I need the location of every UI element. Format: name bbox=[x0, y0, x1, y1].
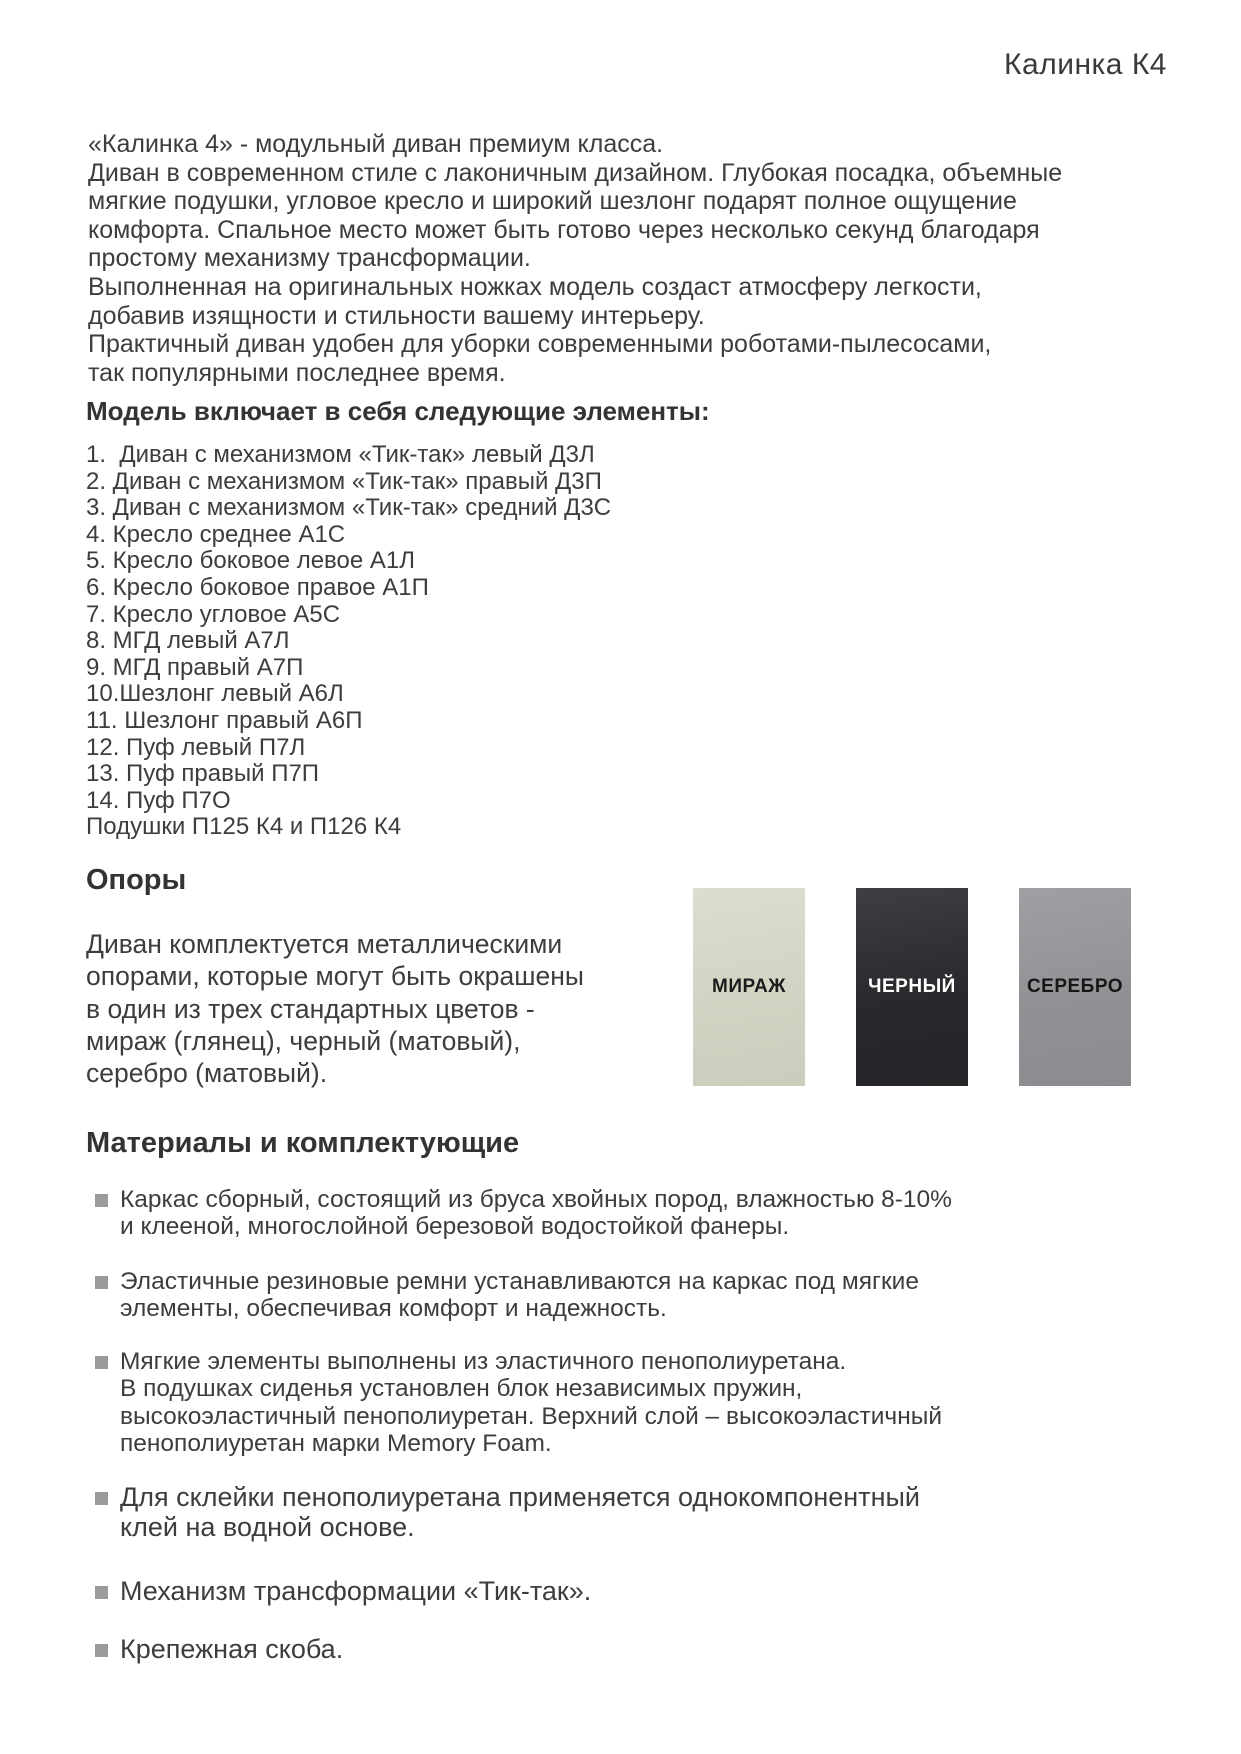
materials-bullet-item bbox=[86, 1577, 591, 1607]
bullet-line: В подушках сиденья установлен блок независимых пружин, bbox=[120, 1375, 803, 1403]
bullet-line: клей на водной основе. bbox=[120, 1511, 415, 1542]
intro-line: Практичный диван удобен для уборки современными роботами-пылесосами, bbox=[88, 330, 992, 359]
intro-line: мягкие подушки, угловое кресло и широкий шезлонг подарят полное ощущение bbox=[88, 187, 1017, 216]
model-list-item: 6. Кресло боковое правое А1П bbox=[86, 573, 429, 601]
intro-line: Диван в современном стиле с лаконичным дизайном. Глубокая посадка, объемные bbox=[88, 158, 1063, 187]
bullet-line: пенополиуретан марки Memory Foam. bbox=[120, 1430, 552, 1458]
bullet-line: Для склейки пенополиуретана применяется однокомпонентный bbox=[120, 1482, 920, 1512]
bullet-square-icon bbox=[95, 1276, 108, 1289]
bullet-line: Мягкие элементы выполнены из эластичного пенополиуретана. bbox=[120, 1348, 847, 1375]
materials-bullet-item bbox=[86, 1186, 952, 1241]
bullet-square-icon bbox=[95, 1586, 108, 1599]
support-color-swatches bbox=[693, 888, 1131, 1086]
supports-line: серебро (матовый). bbox=[86, 1058, 328, 1089]
supports-line: мираж (глянец), черный (матовый), bbox=[86, 1025, 521, 1056]
model-list-item: 11. Шезлонг правый А6П bbox=[86, 706, 363, 734]
bullet-line: высокоэластичный пенополиуретан. Верхний слой – высокоэластичный bbox=[120, 1402, 943, 1430]
model-list-item: 7. Кресло угловое А5С bbox=[86, 600, 341, 628]
intro-line: «Калинка 4» - модульный диван премиум класса. bbox=[88, 130, 664, 158]
model-list-item: 12. Пуф левый П7Л bbox=[86, 733, 306, 761]
materials-section-heading: Материалы и комплектующие bbox=[86, 1127, 520, 1159]
model-list-item: 3. Диван с механизмом «Тик-так» средний Д3С bbox=[86, 494, 612, 522]
intro-line: Выполненная на оригинальных ножках модель создаст атмосферу легкости, bbox=[88, 272, 982, 301]
color-swatch-cherny bbox=[856, 888, 968, 1086]
model-list-item: Подушки П125 К4 и П126 К4 bbox=[86, 813, 402, 841]
bullet-line: Каркас сборный, состоящий из бруса хвойных пород, влажностью 8-10% bbox=[120, 1186, 952, 1213]
bullet-square-icon bbox=[95, 1194, 108, 1207]
swatch-label: ЧЕРНЫЙ bbox=[868, 976, 956, 997]
supports-paragraph bbox=[86, 928, 584, 1089]
model-list-item: 4. Кресло среднее А1С bbox=[86, 520, 346, 548]
color-swatch-serebro bbox=[1019, 888, 1131, 1086]
bullet-line: Крепежная скоба. bbox=[120, 1634, 344, 1664]
supports-line: опорами, которые могут быть окрашены bbox=[86, 961, 584, 992]
model-list-item: 10.Шезлонг левый А6Л bbox=[86, 680, 344, 708]
model-list-item: 5. Кресло боковое левое А1Л bbox=[86, 547, 416, 575]
model-list-item: 1. Диван с механизмом «Тик-так» левый Д3Л bbox=[86, 441, 595, 468]
materials-bullet-item bbox=[86, 1348, 942, 1458]
supports-line: в один из трех стандартных цветов - bbox=[86, 993, 535, 1024]
model-list-item: 8. МГД левый А7Л bbox=[86, 627, 290, 655]
bullet-line: Механизм трансформации «Тик-так». bbox=[120, 1576, 592, 1606]
bullet-line: Эластичные резиновые ремни устанавливаются на каркас под мягкие bbox=[120, 1268, 919, 1295]
supports-section-heading: Опоры bbox=[86, 864, 187, 896]
model-list-item: 14. Пуф П7О bbox=[86, 786, 231, 814]
intro-paragraph bbox=[88, 130, 1062, 387]
intro-line: простому механизму трансформации. bbox=[88, 244, 531, 273]
model-list-item: 13. Пуф правый П7П bbox=[86, 760, 320, 788]
supports-line: Диван комплектуется металлическими bbox=[86, 929, 563, 959]
materials-bullet-item bbox=[86, 1483, 920, 1542]
model-section-heading: Модель включает в себя следующие элементы: bbox=[86, 396, 710, 426]
bullet-line: элементы, обеспечивая комфорт и надежность. bbox=[120, 1295, 667, 1323]
materials-bullet-item bbox=[86, 1635, 343, 1665]
model-list-item: 2. Диван с механизмом «Тик-так» правый Д3П bbox=[86, 467, 602, 495]
intro-line: комфорта. Спальное место может быть готово через несколько секунд благодаря bbox=[88, 215, 1040, 244]
model-elements-list bbox=[86, 442, 611, 841]
intro-line: добавив изящности и стильности вашему интерьеру. bbox=[88, 301, 705, 330]
swatch-label: СЕРЕБРО bbox=[1026, 976, 1124, 997]
color-swatch-mirazh bbox=[693, 888, 805, 1086]
bullet-square-icon bbox=[95, 1644, 108, 1657]
bullet-square-icon bbox=[95, 1492, 108, 1505]
model-list-item: 9. МГД правый А7П bbox=[86, 653, 304, 681]
intro-line: так популярными последнее время. bbox=[88, 358, 506, 387]
page-title: Калинка К4 bbox=[1004, 48, 1167, 81]
materials-bullet-item bbox=[86, 1268, 919, 1323]
swatch-label: МИРАЖ bbox=[712, 976, 786, 997]
bullet-line: и клееной, многослойной березовой водостойкой фанеры. bbox=[120, 1213, 790, 1241]
bullet-square-icon bbox=[95, 1356, 108, 1369]
